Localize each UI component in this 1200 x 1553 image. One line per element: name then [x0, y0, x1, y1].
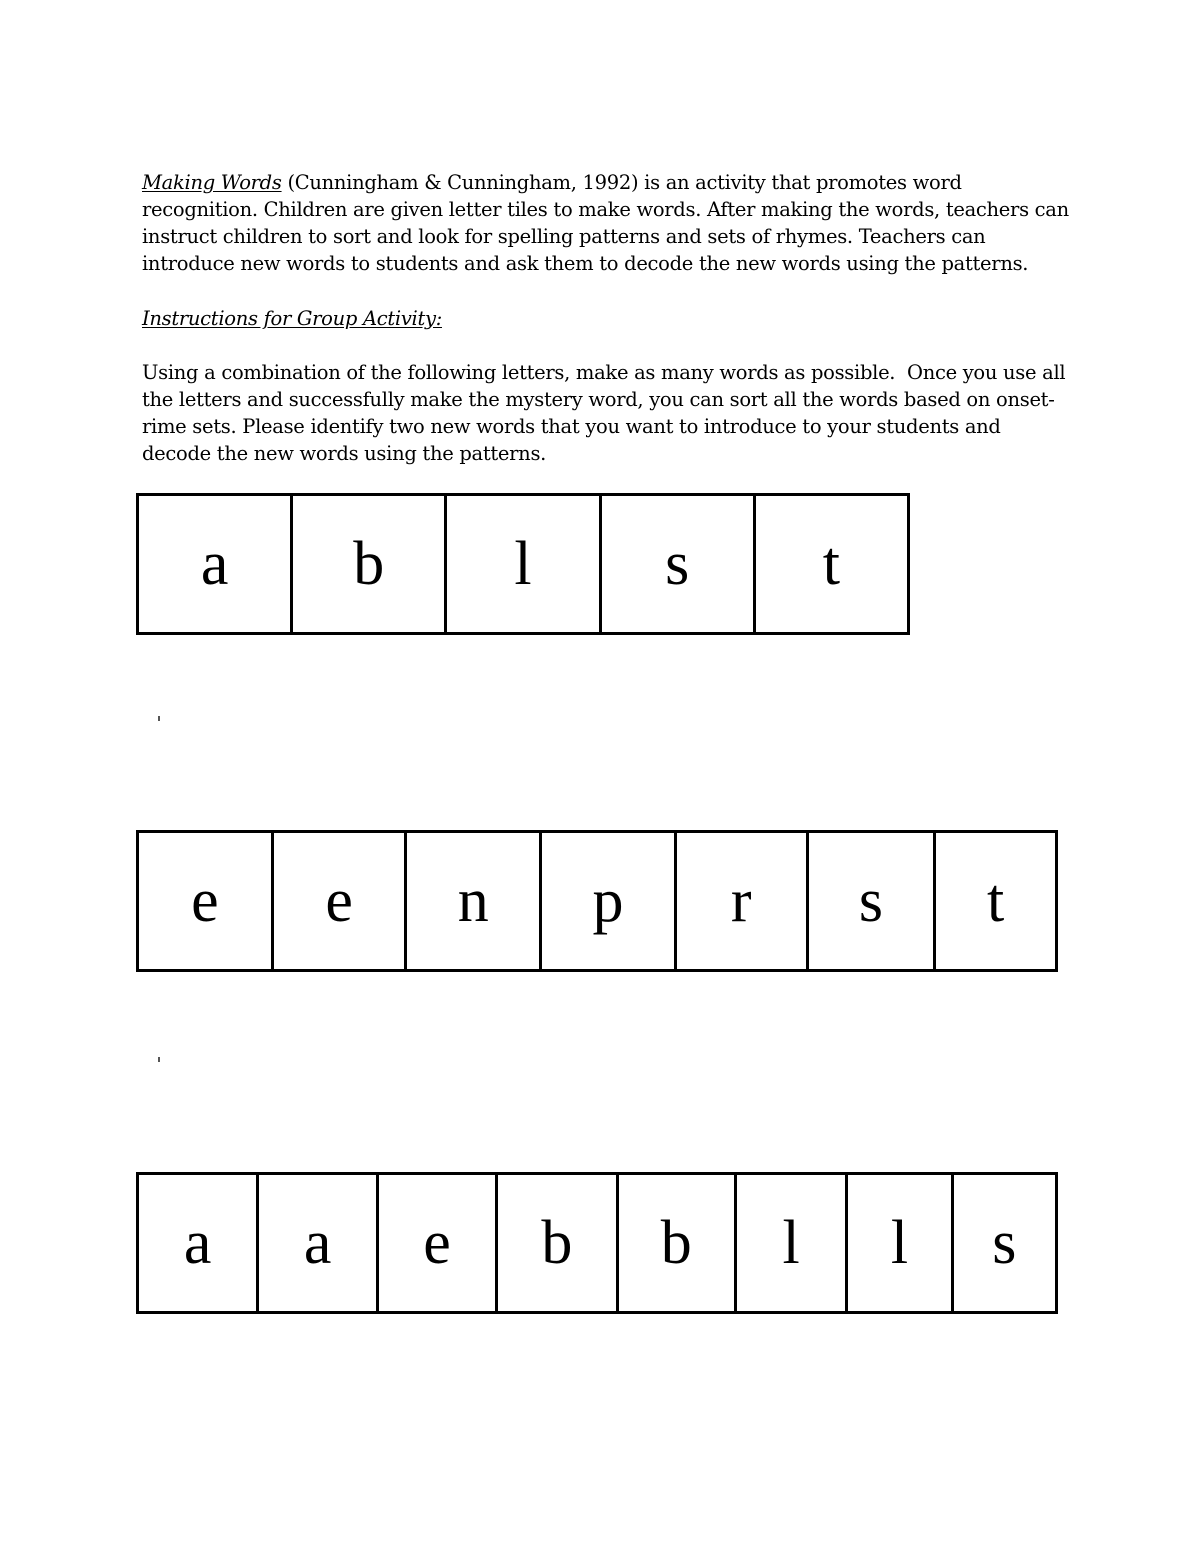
letter-tile: s [952, 1174, 1056, 1313]
letter-tile: b [617, 1174, 735, 1313]
letter-tile: t [754, 495, 908, 634]
letter-tile: a [258, 1174, 377, 1313]
letter-tile: s [807, 832, 935, 971]
letter-tile-row-2 [136, 830, 1058, 972]
stray-mark [158, 1057, 160, 1062]
stray-mark [158, 716, 160, 721]
letter-tile: r [675, 832, 807, 971]
letter-tile: s [600, 495, 754, 634]
letter-tile: b [292, 495, 446, 634]
letter-tile: p [541, 832, 676, 971]
letter-tile: l [847, 1174, 952, 1313]
letter-tile-row-1 [136, 493, 910, 635]
instructions-heading [142, 305, 1072, 332]
letter-tile-row-3 [136, 1172, 1058, 1314]
letter-tile: l [735, 1174, 846, 1313]
instructions-body: Using a combination of the following letters, make as many words as possible. Once you use all the letters and successfully make the mystery word, you can sort all the words based on onset-rime sets. Please identify two new words that you want to introduce to your students and decode the new words using the patterns. [142, 361, 1072, 465]
letter-tile: a [138, 495, 292, 634]
intro-title: Making Words [142, 171, 282, 194]
instructions-heading-text: Instructions for Group Activity: [142, 307, 442, 330]
letter-tile: e [138, 832, 273, 971]
letter-tile: e [377, 1174, 496, 1313]
letter-tile: e [272, 832, 406, 971]
letter-tile: l [446, 495, 600, 634]
letter-tile: t [935, 832, 1057, 971]
letter-tile: a [138, 1174, 258, 1313]
letter-tile: n [406, 832, 541, 971]
letter-tile: b [497, 1174, 617, 1313]
intro-paragraph [142, 169, 1072, 277]
intro-text: (Cunningham & Cunningham, 1992) is an activity that promotes word recognition. Children are given letter tiles to make words. After making the words, teachers can instruct children to sort and look for spelling patterns and sets of rhymes. Teachers can introduce new words to students and ask them to decode the new words using the patterns. [142, 171, 1069, 275]
